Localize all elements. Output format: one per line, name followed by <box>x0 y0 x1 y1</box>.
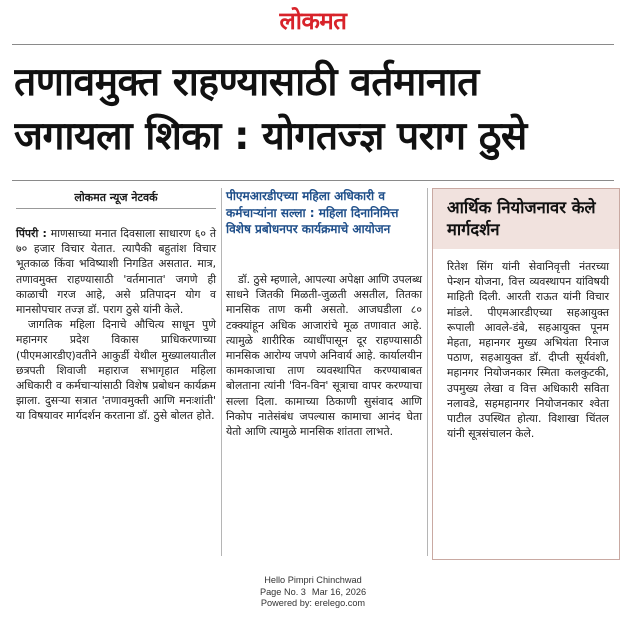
page-footer <box>0 575 626 610</box>
lokmat-logo: लोकमत <box>279 7 347 35</box>
byline: लोकमत न्यूज नेटवर्क <box>74 191 158 204</box>
byline-divider <box>16 208 216 209</box>
column1-paragraph-1 <box>16 226 216 317</box>
footer-edition: Hello Pimpri Chinchwad <box>264 575 362 585</box>
masthead-divider <box>12 44 614 45</box>
sidebar-box <box>432 188 620 560</box>
footer-page-meta <box>0 587 626 599</box>
footer-page-number: Page No. 3 <box>259 586 306 597</box>
column-divider-2 <box>427 188 428 556</box>
dateline: पिंपरी : <box>16 227 47 240</box>
sidebar-box-text: रितेश सिंग यांनी सेवानिवृत्ती नंतरच्या पेन्शन योजना, वित्त व्यवस्थापन यांविषयी माहिती दिली. आरती राऊत यांनी विचार मांडले. पीएमआरडीएच्या सहआयुक्त रूपाली आवले-डंबे, सहआयुक्त पूनम मेहता, महानगर मुख्य अभियंता रिनाज पठाण, सहआयुक्त डॉ. दीप्ती सूर्यवंशी, महानगर नियोजनकार स्मिता कलकुटकी, उपमुख्य लेखा व वित्त अधिकारी सविता नलावडे, सहमहानगर नियोजनकार श्वेता पाटील उपस्थित होत्या. विशाखा चिंतल यांनी सूत्रसंचालन केले. <box>447 260 609 441</box>
footer-date: Mar 16, 2026 <box>311 586 367 597</box>
column-divider-1 <box>221 188 222 556</box>
footer-powered-by: Powered by: erelego.com <box>260 598 366 608</box>
headline-line-1: तणावमुक्त राहण्यासाठी वर्तमानात <box>14 60 479 105</box>
headline-divider <box>12 180 614 181</box>
column2-paragraph-1: डॉ. ठुसे म्हणाले, आपल्या अपेक्षा आणि उपलब्ध साधने जितकी मिळती-जुळती असतील, तितका मानसिक ताण कमी असतो. आजघडीला ८० टक्क्यांहून अधिक आजारांचे मूळ तणावात आहे. त्यामुळे शारीरिक व्याधींपासून दूर राहण्यासाठी मानसिक आरोग्य जपणे अनिवार्य आहे. कार्यालयीन कामकाजाचा ताण व्यवस्थापित करण्याबाबत बोलताना त्यांनी 'विन-विन' सूत्राचा वापर करण्याचा सल्ला दिला. कामाच्या ठिकाणी सुसंवाद आणि निकोप नातेसंबंध जपल्यास कामाचा आनंद घेता येतो आणि त्यामुळे मानसिक शांतता लाभते. <box>226 273 422 439</box>
article-headline <box>14 56 614 164</box>
article-column-2 <box>226 272 422 439</box>
sidebar-box-title: आर्थिक नियोजनावर केले मार्गदर्शन <box>433 189 619 249</box>
masthead <box>0 6 626 36</box>
column1-para1-text: माणसाच्या मनात दिवसाला साधारण ६० ते ७० हजार विचार येतात. त्यापैकी बहुतांश विचार भूतकाळ किंवा भविष्याशी निगडित असतात. मात्र, तणावमुक्त राहण्यासाठी 'वर्तमानात' जगणे ही काळाची गरज आहे, असे प्रतिपादन योग व मानसोपचार तज्ज्ञ डॉ. पराग ठुसे यांनी केले. <box>16 227 216 317</box>
headline-line-2: जगायला शिका : योगतज्ज्ञ पराग ठुसे <box>14 114 527 159</box>
article-kicker: पीएमआरडीएच्या महिला अधिकारी व कर्मचाऱ्यांना सल्ला : महिला दिनानिमित्त विशेष प्रबोधनपर कार्यक्रमाचे आयोजन <box>226 189 399 236</box>
article-column-1 <box>16 226 216 424</box>
column1-paragraph-2: जागतिक महिला दिनाचे औचित्य साधून पुणे महानगर प्रदेश विकास प्राधिकरणाच्या (पीएमआरडीए)वतीने आकुर्डी येथील मुख्यालयातील छत्रपती शिवाजी महाराज सभागृहात महिला अधिकारी व कर्मचाऱ्यांसाठी विशेष प्रबोधन कार्यक्रम झाला. दुसऱ्या सत्रात 'तणावमुक्ती आणि मनःशांती' या विषयावर मार्गदर्शन करताना डॉ. ठुसे बोलत होते. <box>16 318 216 423</box>
